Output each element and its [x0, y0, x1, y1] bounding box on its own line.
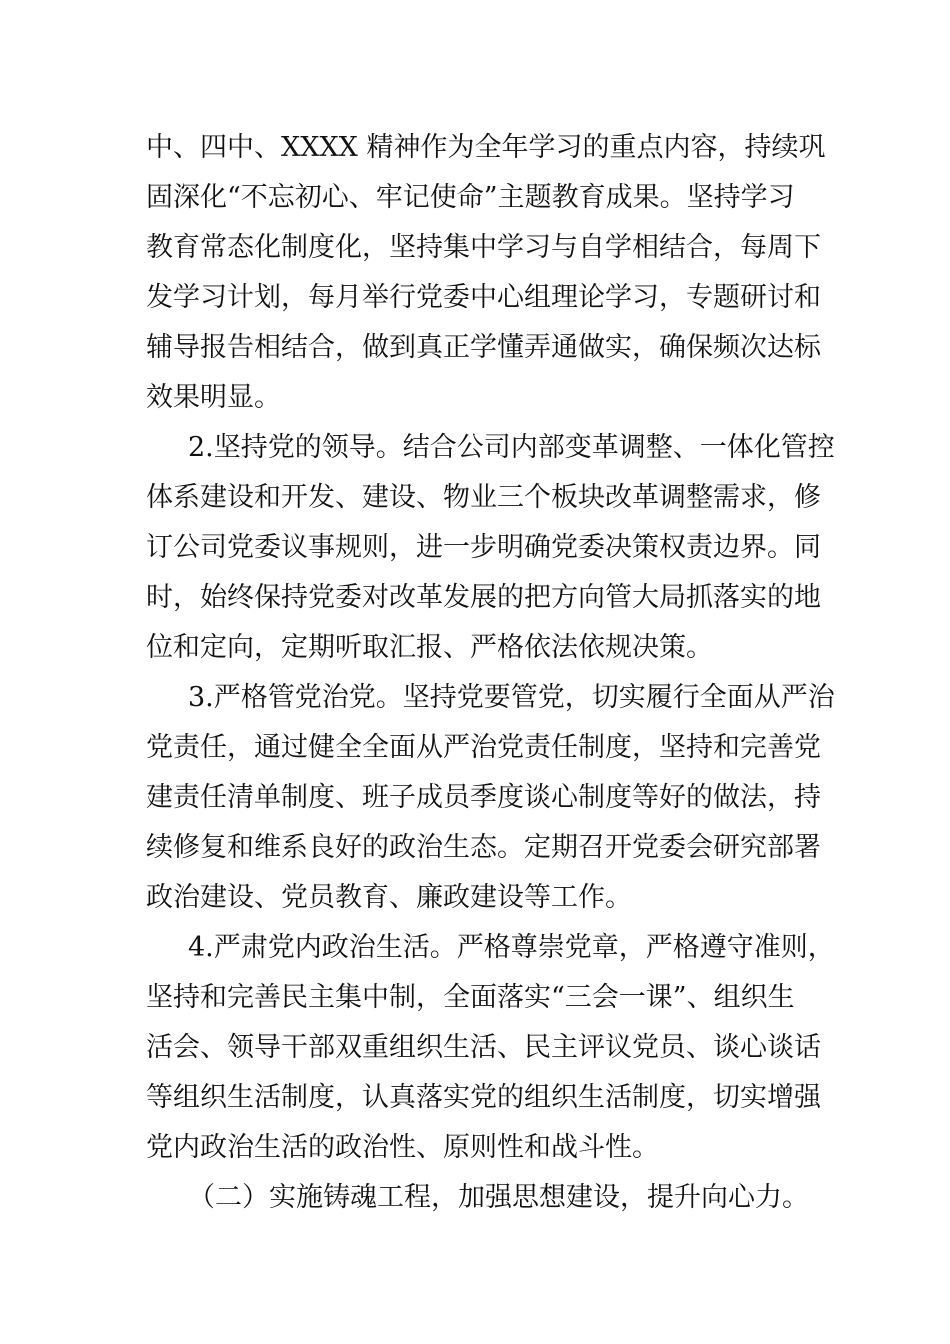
text-line: 等组织生活制度，认真落实党的组织生活制度，切实增强 [146, 1082, 821, 1113]
text-line: 续修复和维系良好的政治生态。定期召开党委会研究部署 [146, 832, 821, 863]
text-line: 党责任，通过健全全面从严治党责任制度，坚持和完善党 [146, 732, 821, 763]
text-line: 效果明显。 [146, 382, 281, 413]
text-line: 建责任清单制度、班子成员季度谈心制度等好的做法，持 [146, 782, 821, 813]
text-line: 时，始终保持党委对改革发展的把方向管大局抓落实的地 [146, 582, 821, 613]
text-line: 坚持和完善民主集中制，全面落实“三会一课”、组织生 [146, 982, 795, 1013]
text-line: 位和定向，定期听取汇报、严格依法依规决策。 [146, 632, 713, 663]
text-line: 订公司党委议事规则，进一步明确党委决策权责边界。同 [146, 532, 821, 563]
paragraph-2-heading-line: 2.坚持党的领导。结合公司内部变革调整、一体化管控 [188, 432, 835, 463]
paragraph-3-heading-line: 3.严格管党治党。坚持党要管党，切实履行全面从严治 [188, 682, 835, 713]
paragraph-4-heading-line: 4.严肃党内政治生活。严格尊崇党章，严格遵守准则， [188, 932, 835, 963]
text-line: 中、四中、XXXX 精神作为全年学习的重点内容，持续巩 [146, 132, 826, 163]
text-line: 党内政治生活的政治性、原则性和战斗性。 [146, 1132, 659, 1163]
text-line: 活会、领导干部双重组织生活、民主评议党员、谈心谈话 [146, 1032, 821, 1063]
section-heading-line: （二）实施铸魂工程，加强思想建设，提升向心力。 [188, 1182, 809, 1213]
text-line: 体系建设和开发、建设、物业三个板块改革调整需求，修 [146, 482, 821, 513]
text-line: 固深化“不忘初心、牢记使命”主题教育成果。坚持学习 [146, 182, 795, 213]
text-line: 辅导报告相结合，做到真正学懂弄通做实，确保频次达标 [146, 332, 821, 363]
text-line: 教育常态化制度化，坚持集中学习与自学相结合，每周下 [146, 232, 821, 263]
text-line: 政治建设、党员教育、廉政建设等工作。 [146, 882, 632, 913]
text-line: 发学习计划，每月举行党委中心组理论学习，专题研讨和 [146, 282, 821, 313]
